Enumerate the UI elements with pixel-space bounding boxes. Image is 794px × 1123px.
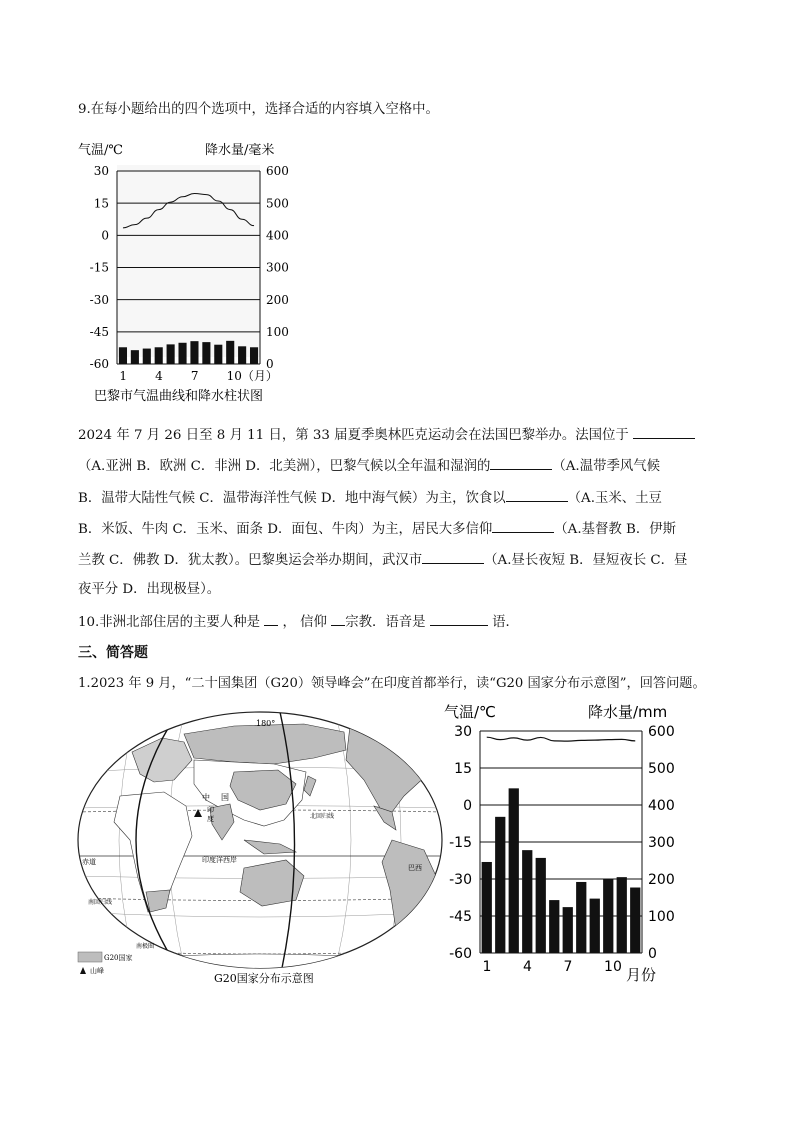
q9-line5: 兰教 C．佛教 D．犹太教）。巴黎奥运会举办期间，武汉市 （A.昼长夜短 B．昼短夜长 C．昼 bbox=[78, 549, 687, 571]
precip-bar-11 bbox=[238, 346, 246, 364]
right-tick-label: 500 bbox=[266, 196, 289, 211]
x-tick-label: 1 bbox=[482, 959, 492, 975]
right-tick-label: 100 bbox=[266, 325, 289, 340]
precip-bar-6 bbox=[549, 900, 559, 953]
precip-bar-12 bbox=[250, 347, 258, 364]
chart1-x-ticks bbox=[119, 369, 278, 383]
chart2-x-ticks bbox=[483, 959, 622, 975]
left-tick-label: -30 bbox=[89, 292, 109, 307]
x-tick-label: 1 bbox=[119, 369, 127, 383]
label-india2: 度 bbox=[207, 815, 214, 823]
precip-bar-7 bbox=[190, 341, 198, 364]
chart2-x-unit: 月份 bbox=[626, 966, 657, 984]
precip-bar-12 bbox=[630, 888, 640, 953]
left-tick-label: -15 bbox=[449, 834, 472, 851]
legend-peak-icon bbox=[80, 967, 86, 974]
chart1-right-label: 降水量/毫米 bbox=[205, 143, 275, 158]
precip-bar-3 bbox=[509, 788, 519, 953]
right-tick-label: 300 bbox=[266, 260, 289, 275]
left-tick-label: -30 bbox=[449, 871, 472, 888]
precip-bar-8 bbox=[202, 342, 210, 364]
q9-line2: （A.亚洲 B．欧洲 C．非洲 D．北美洲），巴黎气候以全年温和湿润的 （A.温带季风气候 bbox=[78, 455, 660, 477]
label-brazil: 巴西 bbox=[408, 864, 422, 872]
blank-country-continent[interactable] bbox=[633, 424, 695, 439]
precip-bar-6 bbox=[178, 343, 186, 364]
right-tick-label: 600 bbox=[648, 723, 675, 740]
legend-g20-swatch bbox=[78, 952, 102, 962]
precip-bar-8 bbox=[576, 882, 586, 953]
right-tick-label: 300 bbox=[648, 834, 675, 851]
precip-bar-3 bbox=[143, 349, 151, 364]
chart2-right-ticks bbox=[648, 724, 675, 962]
chart2-left-label: 气温/℃ bbox=[444, 703, 496, 721]
q9-line6: 夜平分 D．出现极昼）。 bbox=[78, 582, 221, 597]
right-tick-label: 400 bbox=[648, 797, 675, 814]
precip-bar-11 bbox=[617, 877, 627, 953]
left-tick-label: 0 bbox=[463, 797, 472, 814]
precip-bar-9 bbox=[590, 899, 600, 953]
label-antarctic: 南极圈 bbox=[136, 943, 155, 950]
chart1-left-ticks bbox=[90, 164, 109, 371]
left-tick-label: 15 bbox=[454, 760, 472, 777]
x-tick-label: 4 bbox=[155, 369, 163, 383]
left-tick-label: -45 bbox=[449, 908, 472, 925]
map-caption: G20国家分布示意图 bbox=[214, 972, 314, 985]
precip-bar-9 bbox=[214, 345, 222, 364]
x-tick-label: 10（月） bbox=[226, 369, 278, 383]
chart2-left-ticks bbox=[449, 724, 472, 962]
chart2-bars bbox=[482, 788, 641, 953]
label-india: 印 bbox=[207, 806, 214, 814]
label-equator: 赤道 bbox=[82, 858, 96, 866]
precip-bar-7 bbox=[563, 907, 573, 953]
precip-bar-2 bbox=[495, 817, 505, 953]
q10: 10.非洲北部住居的主要人种是 ， 信仰 宗教．语音是 语． bbox=[78, 611, 519, 633]
precip-bar-1 bbox=[482, 862, 492, 953]
legend-g20-label: G20国家 bbox=[104, 954, 133, 962]
right-tick-label: 100 bbox=[648, 908, 675, 925]
left-tick-label: -15 bbox=[89, 260, 109, 275]
blank-diet[interactable] bbox=[506, 487, 568, 502]
chart1-caption: 巴黎市气温曲线和降水柱状图 bbox=[94, 389, 264, 404]
paris-climate-chart bbox=[74, 138, 304, 408]
left-tick-label: -45 bbox=[89, 325, 109, 340]
legend-peak-label: 山峰 bbox=[90, 967, 104, 975]
left-tick-label: 15 bbox=[93, 196, 109, 211]
q9-line1: 2024 年 7 月 26 日至 8 月 11 日，第 33 届夏季奥林匹克运动会在法国巴黎举办。法国位于 bbox=[78, 424, 695, 446]
precip-bar-5 bbox=[167, 344, 175, 364]
q9-line4: B．米饭、牛肉 C．玉米、面条 D．面包、牛肉）为主，居民大多信仰 （A.基督教 B．伊斯 bbox=[78, 518, 676, 540]
right-tick-label: 0 bbox=[648, 945, 657, 962]
precip-bar-2 bbox=[131, 350, 139, 364]
chart2-temperature-line bbox=[487, 737, 636, 741]
blank-climate-type[interactable] bbox=[490, 455, 552, 470]
right-tick-label: 500 bbox=[648, 760, 675, 777]
climate-chart-2 bbox=[440, 698, 700, 988]
precip-bar-5 bbox=[536, 858, 546, 953]
x-tick-label: 4 bbox=[523, 959, 532, 975]
chart1-left-label: 气温/℃ bbox=[78, 143, 123, 158]
left-tick-label: 30 bbox=[454, 723, 472, 740]
blank-language[interactable] bbox=[430, 611, 488, 626]
label-china2: 国 bbox=[221, 793, 229, 802]
blank-race[interactable] bbox=[264, 611, 278, 626]
label-south-tropic: 南回归线 bbox=[88, 899, 113, 906]
left-tick-label: 0 bbox=[101, 228, 109, 243]
right-tick-label: 0 bbox=[266, 357, 274, 372]
left-tick-label: -60 bbox=[89, 357, 109, 372]
chart2-right-label: 降水量/mm bbox=[588, 703, 668, 721]
section3-heading: 三、简答题 bbox=[78, 645, 148, 661]
label-china: 中 bbox=[202, 793, 210, 802]
chart1-right-ticks bbox=[266, 164, 289, 371]
blank-wuhan-daylight[interactable] bbox=[422, 549, 484, 564]
precip-bar-10 bbox=[226, 341, 234, 364]
right-tick-label: 400 bbox=[266, 228, 289, 243]
precip-bar-4 bbox=[155, 347, 163, 364]
q9-intro: 9.在每小题给出的四个选项中，选择合适的内容填入空格中。 bbox=[78, 102, 439, 117]
precip-bar-4 bbox=[522, 850, 532, 953]
right-tick-label: 200 bbox=[266, 292, 289, 307]
blank-religion[interactable] bbox=[492, 518, 554, 533]
x-tick-label: 7 bbox=[563, 959, 573, 975]
label-180: 180° bbox=[256, 719, 276, 728]
precip-bar-10 bbox=[603, 879, 613, 953]
q9-line3: B．温带大陆性气候 C．温带海洋性气候 D．地中海气候）为主，饮食以 （A.玉米、土豆 bbox=[78, 487, 662, 509]
left-tick-label: 30 bbox=[93, 164, 109, 179]
label-north-tropic: 北回归线 bbox=[310, 813, 335, 820]
blank-religion-africa[interactable] bbox=[331, 611, 345, 626]
left-tick-label: -60 bbox=[449, 945, 472, 962]
label-ocean: 印度洋西岸 bbox=[202, 856, 237, 864]
g20-world-map bbox=[74, 700, 444, 990]
x-tick-label: 7 bbox=[190, 369, 199, 383]
x-tick-label: 10 bbox=[604, 959, 622, 975]
right-tick-label: 200 bbox=[648, 871, 675, 888]
right-tick-label: 600 bbox=[266, 164, 289, 179]
precip-bar-1 bbox=[119, 347, 127, 364]
q1-text: 1.2023 年 9 月，“二十国集团（G20）领导峰会”在印度首都举行，读“G20 国家分布示意图”，回答问题。 bbox=[78, 676, 706, 691]
